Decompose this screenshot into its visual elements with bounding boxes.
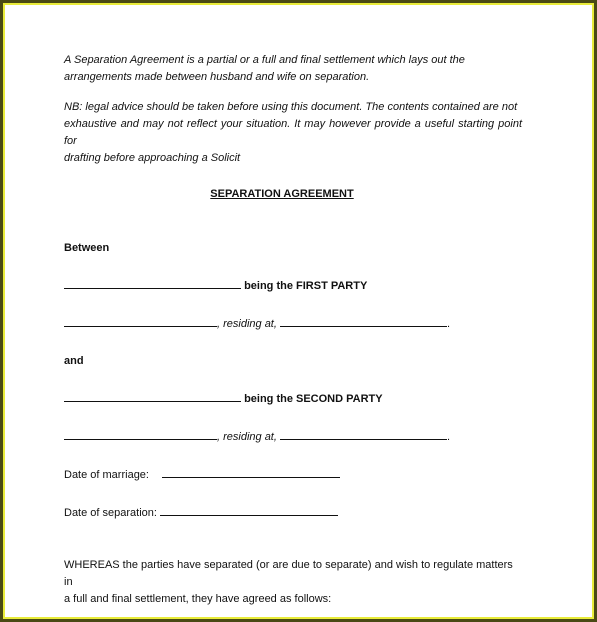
- first-party-name-field[interactable]: [64, 277, 241, 289]
- intro-line-2: arrangements made between husband and wife on separation.: [64, 71, 370, 83]
- intro-paragraph: [64, 52, 522, 86]
- nb-paragraph: [64, 99, 522, 167]
- first-party-address-field[interactable]: [280, 315, 447, 327]
- second-party-label: being the SECOND PARTY: [244, 393, 383, 405]
- date-of-separation-row: [64, 504, 522, 522]
- second-party-residence-row: [64, 428, 522, 446]
- date-of-marriage-row: [64, 466, 522, 484]
- nb-line-1: NB: legal advice should be taken before using this document. The contents contained are not: [64, 101, 518, 113]
- whereas-line-2: a full and final settlement, they have agreed as follows:: [64, 593, 332, 605]
- residing-label-1: , residing at,: [217, 318, 277, 330]
- date-of-marriage-field[interactable]: [162, 466, 340, 478]
- and-label: and: [64, 355, 84, 367]
- second-party-name-field[interactable]: [64, 390, 241, 402]
- between-label: Between: [64, 242, 110, 254]
- document-page: [64, 52, 522, 608]
- period-1: .: [446, 318, 451, 330]
- residing-label-2: , residing at,: [217, 431, 277, 443]
- nb-line-2: exhaustive and may not reflect your situation. It may however provide a useful starting point for: [64, 118, 522, 147]
- whereas-paragraph: [64, 557, 522, 608]
- first-party-name-field-2[interactable]: [64, 315, 217, 327]
- second-party-row: [64, 390, 522, 408]
- date-of-separation-field[interactable]: [160, 504, 338, 516]
- first-party-label: being the FIRST PARTY: [244, 280, 368, 292]
- second-party-address-field[interactable]: [280, 428, 447, 440]
- document-title: SEPARATION AGREEMENT: [210, 188, 354, 200]
- first-party-row: [64, 277, 522, 295]
- nb-line-3: drafting before approaching a Solicit: [64, 152, 241, 164]
- whereas-line-1: WHEREAS the parties have separated (or are due to separate) and wish to regulate matters in: [64, 559, 513, 588]
- first-party-residence-row: [64, 315, 522, 333]
- intro-line-1: A Separation Agreement is a partial or a full and final settlement which lays out the: [64, 54, 465, 66]
- period-2: .: [446, 431, 451, 443]
- date-of-separation-label: Date of separation:: [64, 507, 157, 519]
- second-party-name-field-2[interactable]: [64, 428, 217, 440]
- date-of-marriage-label: Date of marriage:: [64, 469, 149, 481]
